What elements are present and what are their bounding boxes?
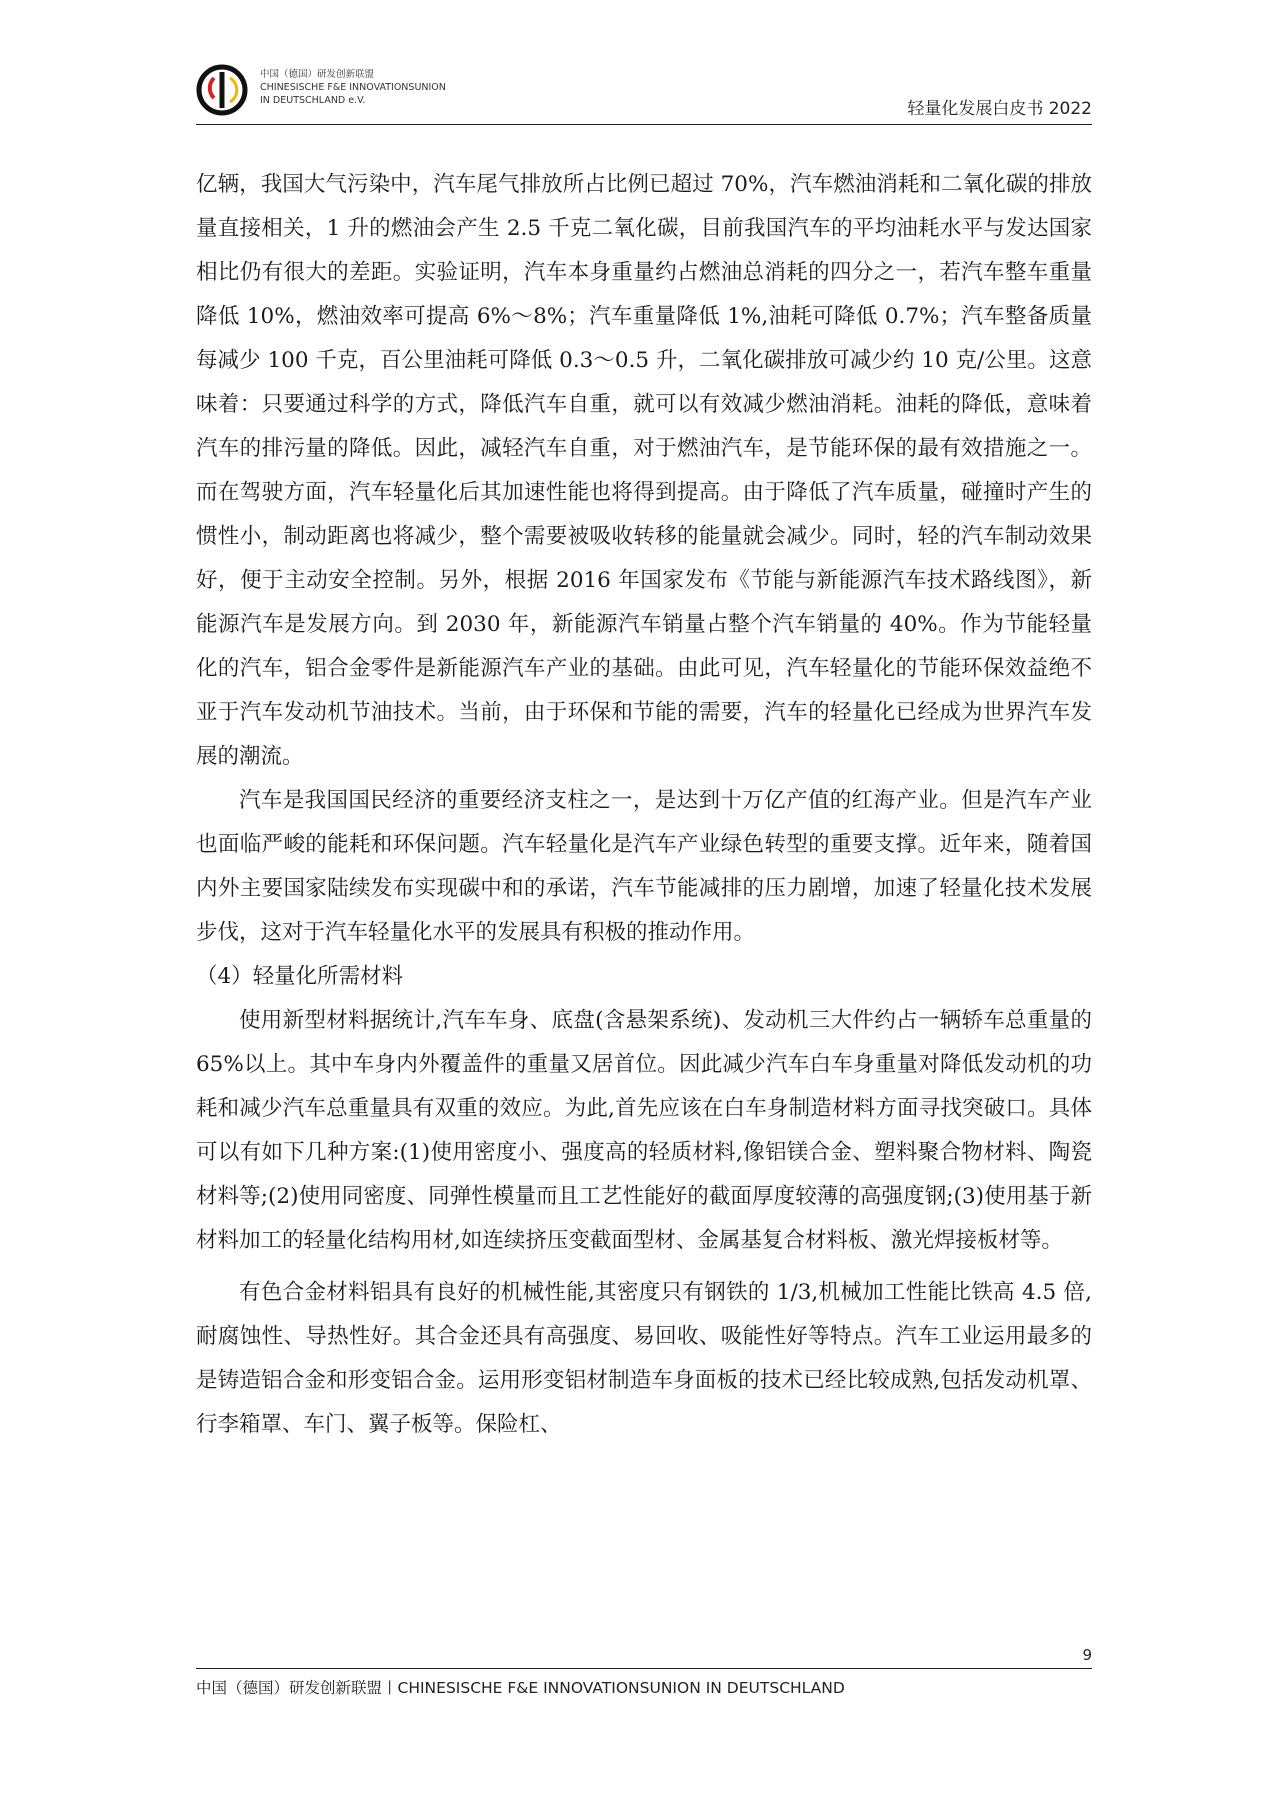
section-heading: （4）轻量化所需材料 — [196, 964, 404, 989]
body-paragraph-4: 有色合金材料铝具有良好的机械性能,其密度只有钢铁的 1/3,机械加工性能比铁高 4.5 倍,耐腐蚀性、导热性好。其合金还具有高强度、易回收、吸能性好等特点。汽车工业运用最多的是铸造铝合金和形变铝合金。运用形变铝材制造车身面板的技术已经比较成熟,包括发动机罩、行李箱罩、车门、翼子板等。保险杠、 — [196, 1280, 1092, 1437]
org-name-german-2: IN DEUTSCHLAND e.V. — [260, 95, 366, 106]
union-logo-icon — [196, 64, 248, 116]
org-name-block — [260, 68, 446, 107]
org-name-chinese: 中国（德国）研发创新联盟 — [260, 69, 375, 80]
header-divider — [196, 124, 1092, 125]
body-paragraph-1: 亿辆，我国大气污染中，汽车尾气排放所占比例已超过 70%，汽车燃油消耗和二氧化碳的排放量直接相关，1 升的燃油会产生 2.5 千克二氧化碳，目前我国汽车的平均油耗水平与发达国家相比仍有很大的差距。实验证明，汽车本身重量约占燃油总消耗的四分之一，若汽车整车重量降低 10%，燃油效率可提高 6%～8%；汽车重量降低 1%,油耗可降低 0.7%；汽车整备质量每减少 100 千克，百公里油耗可降低 0.3～0.5 升，二氧化碳排放可减少约 10 克/公里。这意味着：只要通过科学的方式，降低汽车自重，就可以有效减少燃油消耗。油耗的降低，意味着汽车的排污量的降低。因此，减轻汽车自重，对于燃油汽车，是节能环保的最有效措施之一。而在驾驶方面，汽车轻量化后其加速性能也将得到提高。由于降低了汽车质量，碰撞时产生的惯性小，制动距离也将减少，整个需要被吸收转移的能量就会减少。同时，轻的汽车制动效果好，便于主动安全控制。另外，根据 2016 年国家发布《节能与新能源汽车技术路线图》，新能源汽车是发展方向。到 2030 年，新能源汽车销量占整个汽车销量的 40%。作为节能轻量化的汽车，铝合金零件是新能源汽车产业的基础。由此可见，汽车轻量化的节能环保效益绝不亚于汽车发动机节油技术。当前，由于环保和节能的需要，汽车的轻量化已经成为世界汽车发展的潮流。 — [196, 172, 1092, 769]
page-header — [196, 62, 1092, 122]
page-content — [196, 163, 1092, 1447]
document-title: 轻量化发展白皮书 2022 — [907, 99, 1092, 119]
body-paragraph-3: 使用新型材料据统计,汽车车身、底盘(含悬架系统)、发动机三大件约占一辆轿车总重量的 65%以上。其中车身内外覆盖件的重量又居首位。因此减少汽车白车身重量对降低发动机的功耗和减少汽车总重量具有双重的效应。为此,首先应该在白车身制造材料方面寻找突破口。具体可以有如下几种方案:(1)使用密度小、强度高的轻质材料,像铝镁合金、塑料聚合物材料、陶瓷材料等;(2)使用同密度、同弹性模量而且工艺性能好的截面厚度较薄的高强度钢;(3)使用基于新材料加工的轻量化结构用材,如连续挤压变截面型材、金属基复合材料板、激光焊接板材等。 — [196, 1008, 1092, 1253]
page-number: 9 — [1082, 1646, 1092, 1664]
footer-divider — [196, 1668, 1092, 1669]
body-paragraph-2: 汽车是我国国民经济的重要经济支柱之一，是达到十万亿产值的红海产业。但是汽车产业也面临严峻的能耗和环保问题。汽车轻量化是汽车产业绿色转型的重要支撑。近年来，随着国内外主要国家陆续发布实现碳中和的承诺，汽车节能减排的压力剧增，加速了轻量化技术发展步伐，这对于汽车轻量化水平的发展具有积极的推动作用。 — [196, 788, 1092, 945]
footer-text: 中国（德国）研发创新联盟丨CHINESISCHE F&E INNOVATIONSUNION IN DEUTSCHLAND — [196, 1679, 845, 1697]
org-name-german-1: CHINESISCHE F&E INNOVATIONSUNION — [260, 82, 446, 93]
